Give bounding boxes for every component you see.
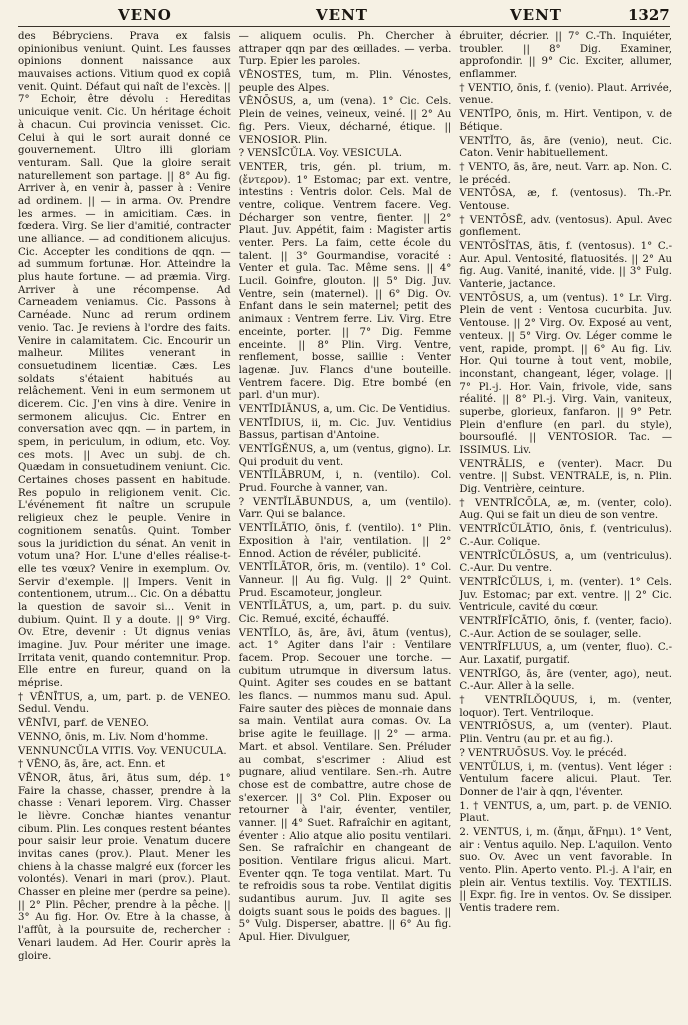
dictionary-entry: † VENTO, ās, āre, neut. Varr. ap. Non. C. le précéd. [459,161,673,186]
dictionary-entry: ? VENSĪCŬLA. Voy. VESICULA. [238,148,403,160]
dictionary-entry: VENTRĬFLUUS, a, um (venter, fluo). C.-Aur. Laxatif, purgatif. [459,642,673,666]
dictionary-entry: VENTĬLĀBRUM, i, n. (ventilo). Col. Prud. Fourche à vanner, van. [238,470,452,495]
dictionary-entry: VENNO, ōnis, m. Liv. Nom d'homme. [18,731,209,743]
dictionary-entry: VENTRĬCŬLUS, i, m. (venter). 1° Cels. Juv. Estomac; par ext. ventre. || 2° Cic. Ventricule, cavité du cœur. [459,576,673,614]
column-right [459,30,672,1020]
dictionary-entry: VENTĪDIĀNUS, a, um. Cic. De Ventidius. [238,403,451,415]
running-head-right: VENT [510,6,562,24]
dictionary-entry: VENTRĬCŬLŌSUS, a, um (ventriculus). C.-Aur. Du ventre. [459,550,673,575]
dictionary-entry: VENTĬTO, ās, āre (venio), neut. Cic. Caton. Venir habituellement. [459,135,673,160]
page-header [0,0,688,30]
dictionary-entry: VENTER, tris, gén. pl. trium, m. (ἔντερον). 1° Estomac; par ext. ventre, intestins : Ventris dolor. Cels. Mal de ventre, colique. Ventrem facere. Veg. Décharger son ventre, fienter. || 2° Plaut. Juv. Appétit, faim : Magister artis venter. Pers. La faim, cette école du talent. || 3° Gourmandise, voracité : Venter et gula. Tac. Même sens. || 4° Lucil. Goinfre, glouton. || 5° Dig. Juv. Ventre, sein (maternel). || 6° Dig. Ov. Enfant dans le sein maternel; petit des animaux : Ventrem ferre. Liv. Virg. Etre enceinte, porter. || 7° Dig. Femme enceinte. || 8° Plin. Virg. Ventre, renflement, bosse, saillie : Venter lagenæ. Juv. Flancs d'une bouteille. Ventrem facere. Dig. Etre bombé (en parl. d'un mur). [238,161,452,402]
dictionary-entry: VENTĬLĀTUS, a, um, part. p. du suiv. Cic. Remué, excité, échauffé. [238,601,452,625]
dictionary-entry: VENTĬGĔNUS, a, um (ventus, gigno). Lr. Qui produit du vent. [238,444,452,468]
dictionary-entry: VENTŌSĬTAS, ātis, f. (ventosus). 1° C.-Aur. Apul. Ventosité, flatuosités. || 2° Au fig. Aug. Vanité, inanité, vide. || 3° Fulg. Vanterie, jactance. [459,241,673,291]
dictionary-columns [18,30,672,1020]
header-rule [18,26,670,27]
dictionary-entry: VENTRIŌSUS, a, um (venter). Plaut. Plin. Ventru (au pr. et au fig.). [459,721,673,746]
dictionary-entry: VENTRĬFĬCĀTIO, ōnis, f. (venter, facio). C.-Aur. Action de se soulager, selle. [459,615,673,640]
dictionary-entry: VENTĬLĀTIO, ōnis, f. (ventilo). 1° Plin. Exposition à l'air, ventilation. || 2° Ennod. Action de révéler, publicité. [238,523,452,560]
dictionary-entry: VENNUNCŬLA VITIS. Voy. VENUCULA. [18,745,227,757]
dictionary-entry: VENTĬLO, ās, āre, āvi, ātum (ventus), act. 1° Agiter dans l'air : Ventilare facem. Prop. Secouer une torche. — cubitum utrumque in diversum latus. Quint. Agiter ses coudes en se battant les flancs. — nummos manu sud. Apul. Faire sauter des pièces de monnaie dans sa main. Ventilat aura comas. Ov. La brise agite le feuillage. || 2° — arma. Mart. et absol. Ventilare. Sen. Préluder au combat, s'escrimer : Aliud est pugnare, aliud ventilare. Sen.-rh. Autre chose est de combattre, autre chose de s'exercer. || 3° Col. Plin. Exposer ou retourner à l'air, éventer, ventiler, vanner. || 4° Suet. Rafraîchir en agitant, éventer : Alio atque alio positu ventilari. Sen. Se rafraîchir en changeant de position. Ventilare frigus alicui. Mart. Eventer qqn. Te toga ventilat. Mart. Tu te refroidis sous ta robe. Ventilat digitis sudantibus aurum. Juv. Il agite ses doigts suant sous le poids des bagues. || 5° Vulg. Disperser, abattre. || 6° Au fig. Apul. Hier. Divulguer, [238,627,452,944]
dictionary-entry: VENTŌSA, æ, f. (ventosus). Th.-Pr. Ventouse. [459,188,673,212]
dictionary-entry: VĒNŌSUS, a, um (vena). 1° Cic. Cels. Plein de veines, veineux, veiné. || 2° Au fig. Pers. Vieux, décharné, étique. || VENOSIOR. Plin. [238,96,452,146]
dictionary-entry: des Bébryciens. Prava ex falsis opinionibus veniunt. Quint. Les fausses opinions donnent naissance aux mauvaises actions. Vitium quod ex copiâ venit. Quint. Défaut qui naît de l'excès. || 7° Echoir, être dévolu : Hereditas unicuique venit. Cic. Un héritage échoit à chacun. Cui provincia venisset. Cic. Celui à qui le sort aurait donné ce gouvernement. Ultro illi gloriam venturam. Sall. Que la gloire serait naturellement son partage. || 8° Au fig. Arriver à, en venir à, passer à : Venire ad ordinem. || — in arma. Ov. Prendre les armes. — in amicitiam. Cæs. in fœdera. Virg. Se lier d'amitié, contracter une alliance. — ad conditionem alicujus. Cic. Accepter les conditions de qqn. — ad summum fortunæ. Hor. Atteindre la plus haute fortune. — ad præmia. Virg. Arriver à une récompense. Ad Carneadem veniamus. Cic. Passons à Carnéade. Nunc ad rerum ordinem venio. Tac. Je reviens à l'ordre des faits. Venire in calamitatem. Cic. Encourir un malheur. Milites venerant in consuetudinem licentiæ. Cæs. Les soldats s'étaient habitués au relâchement. Veni in eum sermonem ut dicerem. Cic. J'en vins à dire. Venire in sermonem alicujus. Cic. Entrer en conversation avec qqn. — in partem, in spem, in periculum, in odium, etc. Voy. ces mots. || Avec un subj. de ch. Quædam in consuetudinem veniunt. Cic. Certaines choses passent en habitude. Res populo in religionem venit. Cic. L'événement fit naître un scrupule religieux chez le peuple. Venire in cognitionem senatûs. Quint. Tomber sous la juridiction du sénat. An venit in votum una? Hor. L'une d'elles réalise-t-elle tes vœux? Venire in exemplum. Ov. Servir d'exemple. || Impers. Venit in contentionem, utrum... Cic. On a débattu la question de savoir si... Venit in dubium. Quint. Il y a doute. || 9° Virg. Ov. Etre, devenir : Ut dignus venias imagine. Juv. Pour mériter une image. Irritata venit, quando contemnitur. Prop. Elle entre en fureur, quand on la méprise. [18,31,231,690]
column-middle [239,30,452,1020]
dictionary-entry: † VENTŌSĒ, adv. (ventosus). Apul. Avec gonflement. [459,214,673,239]
dictionary-entry: ? VENTRUŌSUS. Voy. le précéd. [459,747,627,759]
dictionary-entry: ? VENTĬLĀBUNDUS, a, um (ventilo). Varr. Qui se balance. [238,496,452,521]
dictionary-entry: ébruiter, décrier. || 7° C.-Th. Inquiéter, troubler. || 8° Dig. Examiner, approfondir. || 9° Cic. Exciter, allumer, enflammer. [459,31,673,81]
running-head-middle: VENT [316,6,368,24]
dictionary-entry: 1. † VENTUS, a, um, part. p. de VENIO. Plaut. [459,800,673,825]
dictionary-entry: † VENTIO, ōnis, f. (venio). Plaut. Arrivée, venue. [459,82,673,107]
dictionary-entry: VENTŌSUS, a, um (ventus). 1° Lr. Virg. Plein de vent : Ventosa cucurbita. Juv. Ventouse. || 2° Virg. Ov. Exposé au vent, venteux. || 5° Virg. Ov. Léger comme le vent, rapide, prompt. || 6° Au fig. Liv. Hor. Qui tourne à tout vent, mobile, inconstant, changeant, léger, volage. || 7° Pl.-j. Hor. Vain, frivole, vide, sans réalité. || 8° Pl.-j. Virg. Vain, vaniteux, superbe, glorieux, fanfaron. || 9° Petr. Plein d'enflure (en parl. du style), boursouflé. || VENTOSIOR. Tac. — ISSIMUS. Liv. [459,292,673,456]
column-left [18,30,231,1020]
dictionary-entry: † VENTRĬCŌLA, æ, m. (venter, colo). Aug. Qui se fait un dieu de son ventre. [459,497,673,522]
dictionary-entry: † VĒNO, ās, āre, act. Enn. et [18,759,166,771]
dictionary-entry: 2. VENTUS, i, m. (ἄημι, ἄFημι). 1° Vent, air : Ventus aquilo. Nep. L'aquilon. Vento suo. Ov. Avec un vent favorable. In vento. Plin. Aperto vento. Pl.-j. A l'air, en plein air. Ventus textilis. Voy. TEXTILIS. || Expr. fig. Ire in ventos. Ov. Se dissiper. Ventis tradere rem. [459,826,673,915]
page-number: 1327 [628,6,670,24]
dictionary-entry: VENTRĀLIS, e (venter). Macr. Du ventre. || Subst. VENTRALE, is, n. Plin. Dig. Ventrière, ceinture. [459,458,673,496]
dictionary-entry: † VENTRĬLŎQUUS, i, m. (venter, loquor). Tert. Ventriloque. [459,695,673,719]
dictionary-entry: VENTĬLĀTOR, ōris, m. (ventilo). 1° Col. Vanneur. || Au fig. Vulg. || 2° Quint. Prud. Escamoteur, jongleur. [238,562,452,599]
dictionary-entry: VĒNOSTES, tum, m. Plin. Vénostes, peuple des Alpes. [238,70,452,94]
dictionary-entry: VENTĪPO, ōnis, m. Hirt. Ventipon, v. de Bétique. [459,109,673,133]
dictionary-entry: VENTRĬCŬLĀTIO, ōnis, f. (ventriculus). C.-Aur. Colique. [459,524,673,548]
dictionary-entry: VĒNOR, ātus, āri, ātus sum, dép. 1° Faire la chasse, chasser, prendre à la chasse : Venari leporem. Virg. Chasser le lièvre. Conchæ hiantes venantur cibum. Plin. Les conques restent béantes pour saisir leur proie. Venatum ducere invitas canes (prov.). Plaut. Mener les chiens à la chasse malgré eux (forcer les volontés). Venari in mari (prov.). Plaut. Chasser en pleine mer (perdre sa peine). || 2° Plin. Pêcher, prendre à la pêche. || 3° Au fig. Hor. Ov. Etre à la chasse, à l'affût, à la poursuite de, rechercher : Venari laudem. Ad Her. Courir après la gloire. [18,772,231,962]
dictionary-entry: — aliquem oculis. Ph. Chercher à attraper qqn par des œillades. — verba. Turp. Epier les paroles. [238,31,452,68]
dictionary-entry: VĒNĪVI, parf. de VENEO. [18,718,149,730]
running-head-left: VENO [118,6,172,24]
dictionary-entry: VENTĪDIUS, ii, m. Cic. Juv. Ventidius Bassus, partisan d'Antoine. [238,417,452,442]
dictionary-entry: VENTŬLUS, i, m. (ventus). Vent léger : Ventulum facere alicui. Plaut. Ter. Donner de l'air à qqn, l'éventer. [459,761,673,798]
dictionary-entry: † VĒNĪTUS, a, um, part. p. de VENEO. Sedul. Vendu. [18,691,231,716]
dictionary-entry: VENTRĬGO, ās, āre (venter, ago), neut. C.-Aur. Aller à la selle. [459,668,673,693]
